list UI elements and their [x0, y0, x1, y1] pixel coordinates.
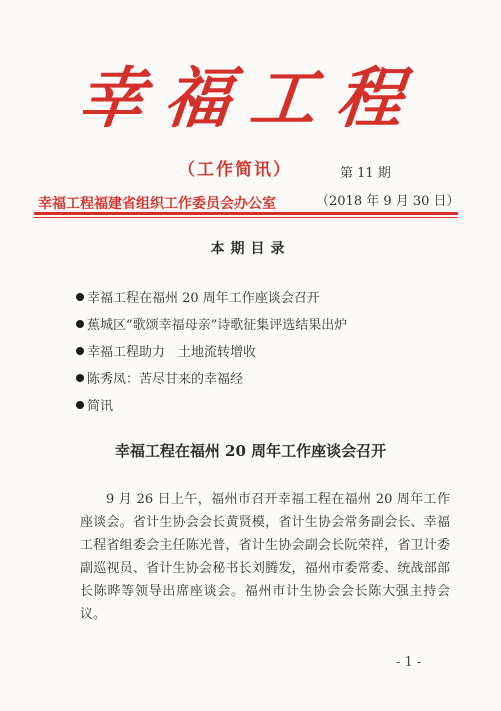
toc-item-label: 陈秀凤：苦尽甘来的幸福经 — [87, 372, 244, 387]
toc-item-label: 幸福工程在福州 20 周年工作座谈会召开 — [87, 291, 320, 306]
bullet-icon — [76, 347, 84, 355]
table-of-contents — [76, 285, 347, 420]
article-body: 9 月 26 日上午，福州市召开幸福工程在福州 20 周年工作座谈会。省计生协会会长黄贤模，省计生协会常务副会长、幸福工程省组委会主任陈光普，省计生协会副会长阮荣祥，省卫计委副巡视员、省计生协会秘书长刘腾发，福州市委常委、统战部部长陈晔等领导出席座谈会。福州市计生协会会长陈大强主持会议。 — [80, 492, 450, 622]
toc-item — [76, 339, 347, 366]
toc-item-label: 蕉城区“歌颂幸福母亲”诗歌征集评选结果出炉 — [87, 318, 348, 333]
page-number: - 1 - — [396, 655, 422, 670]
toc-item-label: 幸福工程助力 土地流转增收 — [87, 345, 257, 360]
article-title: 幸福工程在福州 20 周年工作座谈会召开 — [114, 442, 387, 460]
masthead-subtitle: （工作简讯） — [178, 160, 292, 180]
toc-item-label: 简讯 — [87, 399, 114, 414]
toc-item — [76, 312, 347, 339]
bullet-icon — [76, 401, 84, 409]
toc-item — [76, 366, 347, 393]
issue-number: 第 11 期 — [340, 166, 391, 181]
header-divider-thin — [34, 217, 458, 218]
toc-item — [76, 285, 347, 312]
organization-name: 幸福工程福建省组织工作委员会办公室 — [38, 196, 276, 212]
masthead-title: 幸福工程 — [74, 59, 427, 137]
header-divider-thick — [34, 212, 458, 215]
issue-date: （2018 年 9 月 30 日） — [316, 194, 460, 209]
bullet-icon — [76, 293, 84, 301]
toc-heading: 本期目录 — [210, 241, 291, 257]
bullet-icon — [76, 320, 84, 328]
bullet-icon — [76, 374, 84, 382]
toc-item — [76, 393, 347, 420]
